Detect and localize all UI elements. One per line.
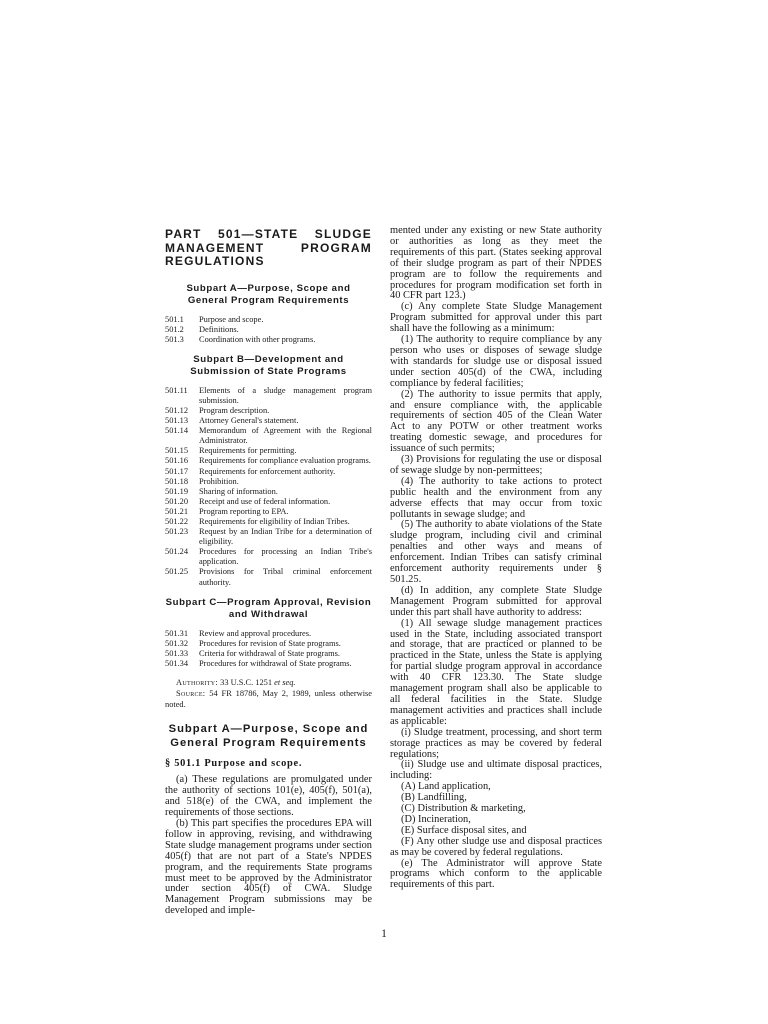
page-number: 1: [381, 928, 387, 940]
toc-subpart-b-list: [165, 386, 372, 588]
paragraph: (1) All sewage sludge management practices used in the State, including associated transport and storage, that are practiced or planned to be practiced in the State, unless the State is applying for partial sludge program approval in accordance with 40 CFR 123.30. The State sludge management program shall also be applicable to all federal facilities in the State. Sludge management activities and practices shall include as applicable:: [390, 617, 602, 727]
paragraph: (C) Distribution & marketing,: [401, 803, 526, 815]
paragraph: (A) Land application,: [401, 781, 491, 793]
toc-item: 501.18 Prohibition.: [165, 476, 239, 486]
paragraph: (ii) Sludge use and ultimate disposal practices, including:: [390, 759, 602, 782]
toc-item: 501.17 Requirements for enforcement authority.: [165, 466, 336, 476]
paragraph-continuation: mented under any existing or new State authority or authorities as long as they meet the requirements of this part. (States seeking approval of their sludge program as part of their NPDES program are to follow the requirements and procedures for program modification set forth in 40 CFR part 123.): [390, 225, 602, 302]
toc-item: 501.2 Definitions.: [165, 324, 239, 334]
paragraph: (d) In addition, any complete State Sludge Management Program submitted for approval under this part shall have authority to address:: [390, 584, 602, 618]
toc-item: 501.14 Memorandum of Agreement with the Regional Administrator.: [165, 426, 372, 446]
paragraph: (a) These regulations are promulgated under the authority of sections 101(e), 405(f), 501(a), and 518(e) of the CWA, and implement the requirements of those sections.: [165, 774, 372, 819]
toc-subpart-a-list: [165, 315, 372, 345]
toc-item: 501.33 Criteria for withdrawal of State programs.: [165, 648, 340, 658]
paragraph: (c) Any complete State Sludge Management Program submitted for approval under this part shall have the following as a minimum:: [390, 301, 602, 335]
paragraph: (1) The authority to require compliance by any person who uses or disposes of sewage sludge with standards for sludge use or disposal issued under section 405(d) of the CWA, including compliance by federal facilities;: [390, 334, 602, 389]
toc-item: 501.1 Purpose and scope.: [165, 314, 264, 324]
body-subpart-a-heading: Subpart A—Purpose, Scope and General Program Requirements: [168, 723, 369, 750]
source-note: Source: 54 FR 18786, May 2, 1989, unless otherwise noted.: [165, 688, 372, 709]
paragraph: (e) The Administrator will approve State programs which conform to the applicable requirements of this part.: [390, 857, 602, 891]
toc-item: 501.12 Program description.: [165, 405, 270, 415]
paragraph: (D) Incineration,: [401, 813, 471, 825]
right-column: [390, 226, 602, 891]
toc-subpart-b-heading: Subpart B—Development and Submission of State Programs: [190, 353, 347, 377]
section-heading: § 501.1 Purpose and scope.: [165, 758, 303, 770]
left-column: [165, 226, 372, 917]
toc-item: 501.24 Procedures for processing an Indian Tribe's application.: [165, 547, 372, 567]
toc-item: 501.20 Receipt and use of federal information.: [165, 496, 331, 506]
toc-subpart-c-heading: Subpart C—Program Approval, Revision and Withdrawal: [165, 596, 372, 620]
toc-item: 501.15 Requirements for permitting.: [165, 446, 297, 456]
toc-item: 501.16 Requirements for compliance evaluation programs.: [165, 456, 371, 466]
toc-item: 501.34 Procedures for withdrawal of State programs.: [165, 658, 352, 668]
toc-item: 501.32 Procedures for revision of State programs.: [165, 638, 341, 648]
toc-item: 501.13 Attorney General's statement.: [165, 416, 299, 426]
toc-item: 501.23 Request by an Indian Tribe for a determination of eligibility.: [165, 527, 372, 547]
paragraph: (i) Sludge treatment, processing, and short term storage practices as may be covered by federal regulations;: [390, 726, 602, 760]
toc-item: 501.22 Requirements for eligibility of Indian Tribes.: [165, 517, 350, 526]
authority-note: Authority: 33 U.S.C. 1251 et seq.: [176, 678, 296, 688]
part-title: PART 501—STATE SLUDGE MANAGEMENT PROGRAM REGULATIONS: [165, 227, 372, 268]
paragraph: (5) The authority to abate violations of the State sludge program, including civil and criminal penalties and other ways and means of enforcement. Indian Tribes can satisfy criminal enforcement authority requirements under § 501.25.: [390, 519, 602, 585]
toc-item: 501.11 Elements of a sludge management program submission.: [165, 385, 372, 405]
paragraph: (2) The authority to issue permits that apply, and ensure compliance with, the applicable requirements of section 405 of the Clean Water Act to any POTW or other treatment works treating domestic sewage, and procedures for issuance of such permits;: [390, 388, 602, 455]
toc-item: 501.25 Provisions for Tribal criminal enforcement authority.: [165, 567, 372, 587]
paragraph: (b) This part specifies the procedures EPA will follow in approving, revising, and withdrawing State sludge management programs under section 405(f) that are not part of a State's NPDES program, and the requirements State programs must meet to be approved by the Administrator under section 405(f) of CWA. Sludge Management Program submissions may be developed and imple-: [165, 818, 372, 917]
toc-item: 501.19 Sharing of information.: [165, 486, 278, 496]
paragraph: (E) Surface disposal sites, and: [401, 824, 527, 836]
toc-item: 501.21 Program reporting to EPA.: [165, 506, 289, 516]
paragraph: (B) Landfilling,: [401, 792, 467, 804]
paragraph: (4) The authority to take actions to protect public health and the environment from any adverse effects that may occur from toxic pollutants in sewage sludge; and: [390, 475, 602, 520]
toc-subpart-a-heading: Subpart A—Purpose, Scope and General Program Requirements: [186, 282, 351, 306]
toc-item: 501.3 Coordination with other programs.: [165, 334, 316, 344]
paragraph: (F) Any other sludge use and disposal practices as may be covered by federal regulations.: [390, 835, 602, 858]
toc-item: 501.31 Review and approval procedures.: [165, 628, 312, 638]
paragraph: (3) Provisions for regulating the use or disposal of sewage sludge by non-permittees;: [390, 454, 602, 476]
toc-subpart-c-list: [165, 629, 372, 669]
